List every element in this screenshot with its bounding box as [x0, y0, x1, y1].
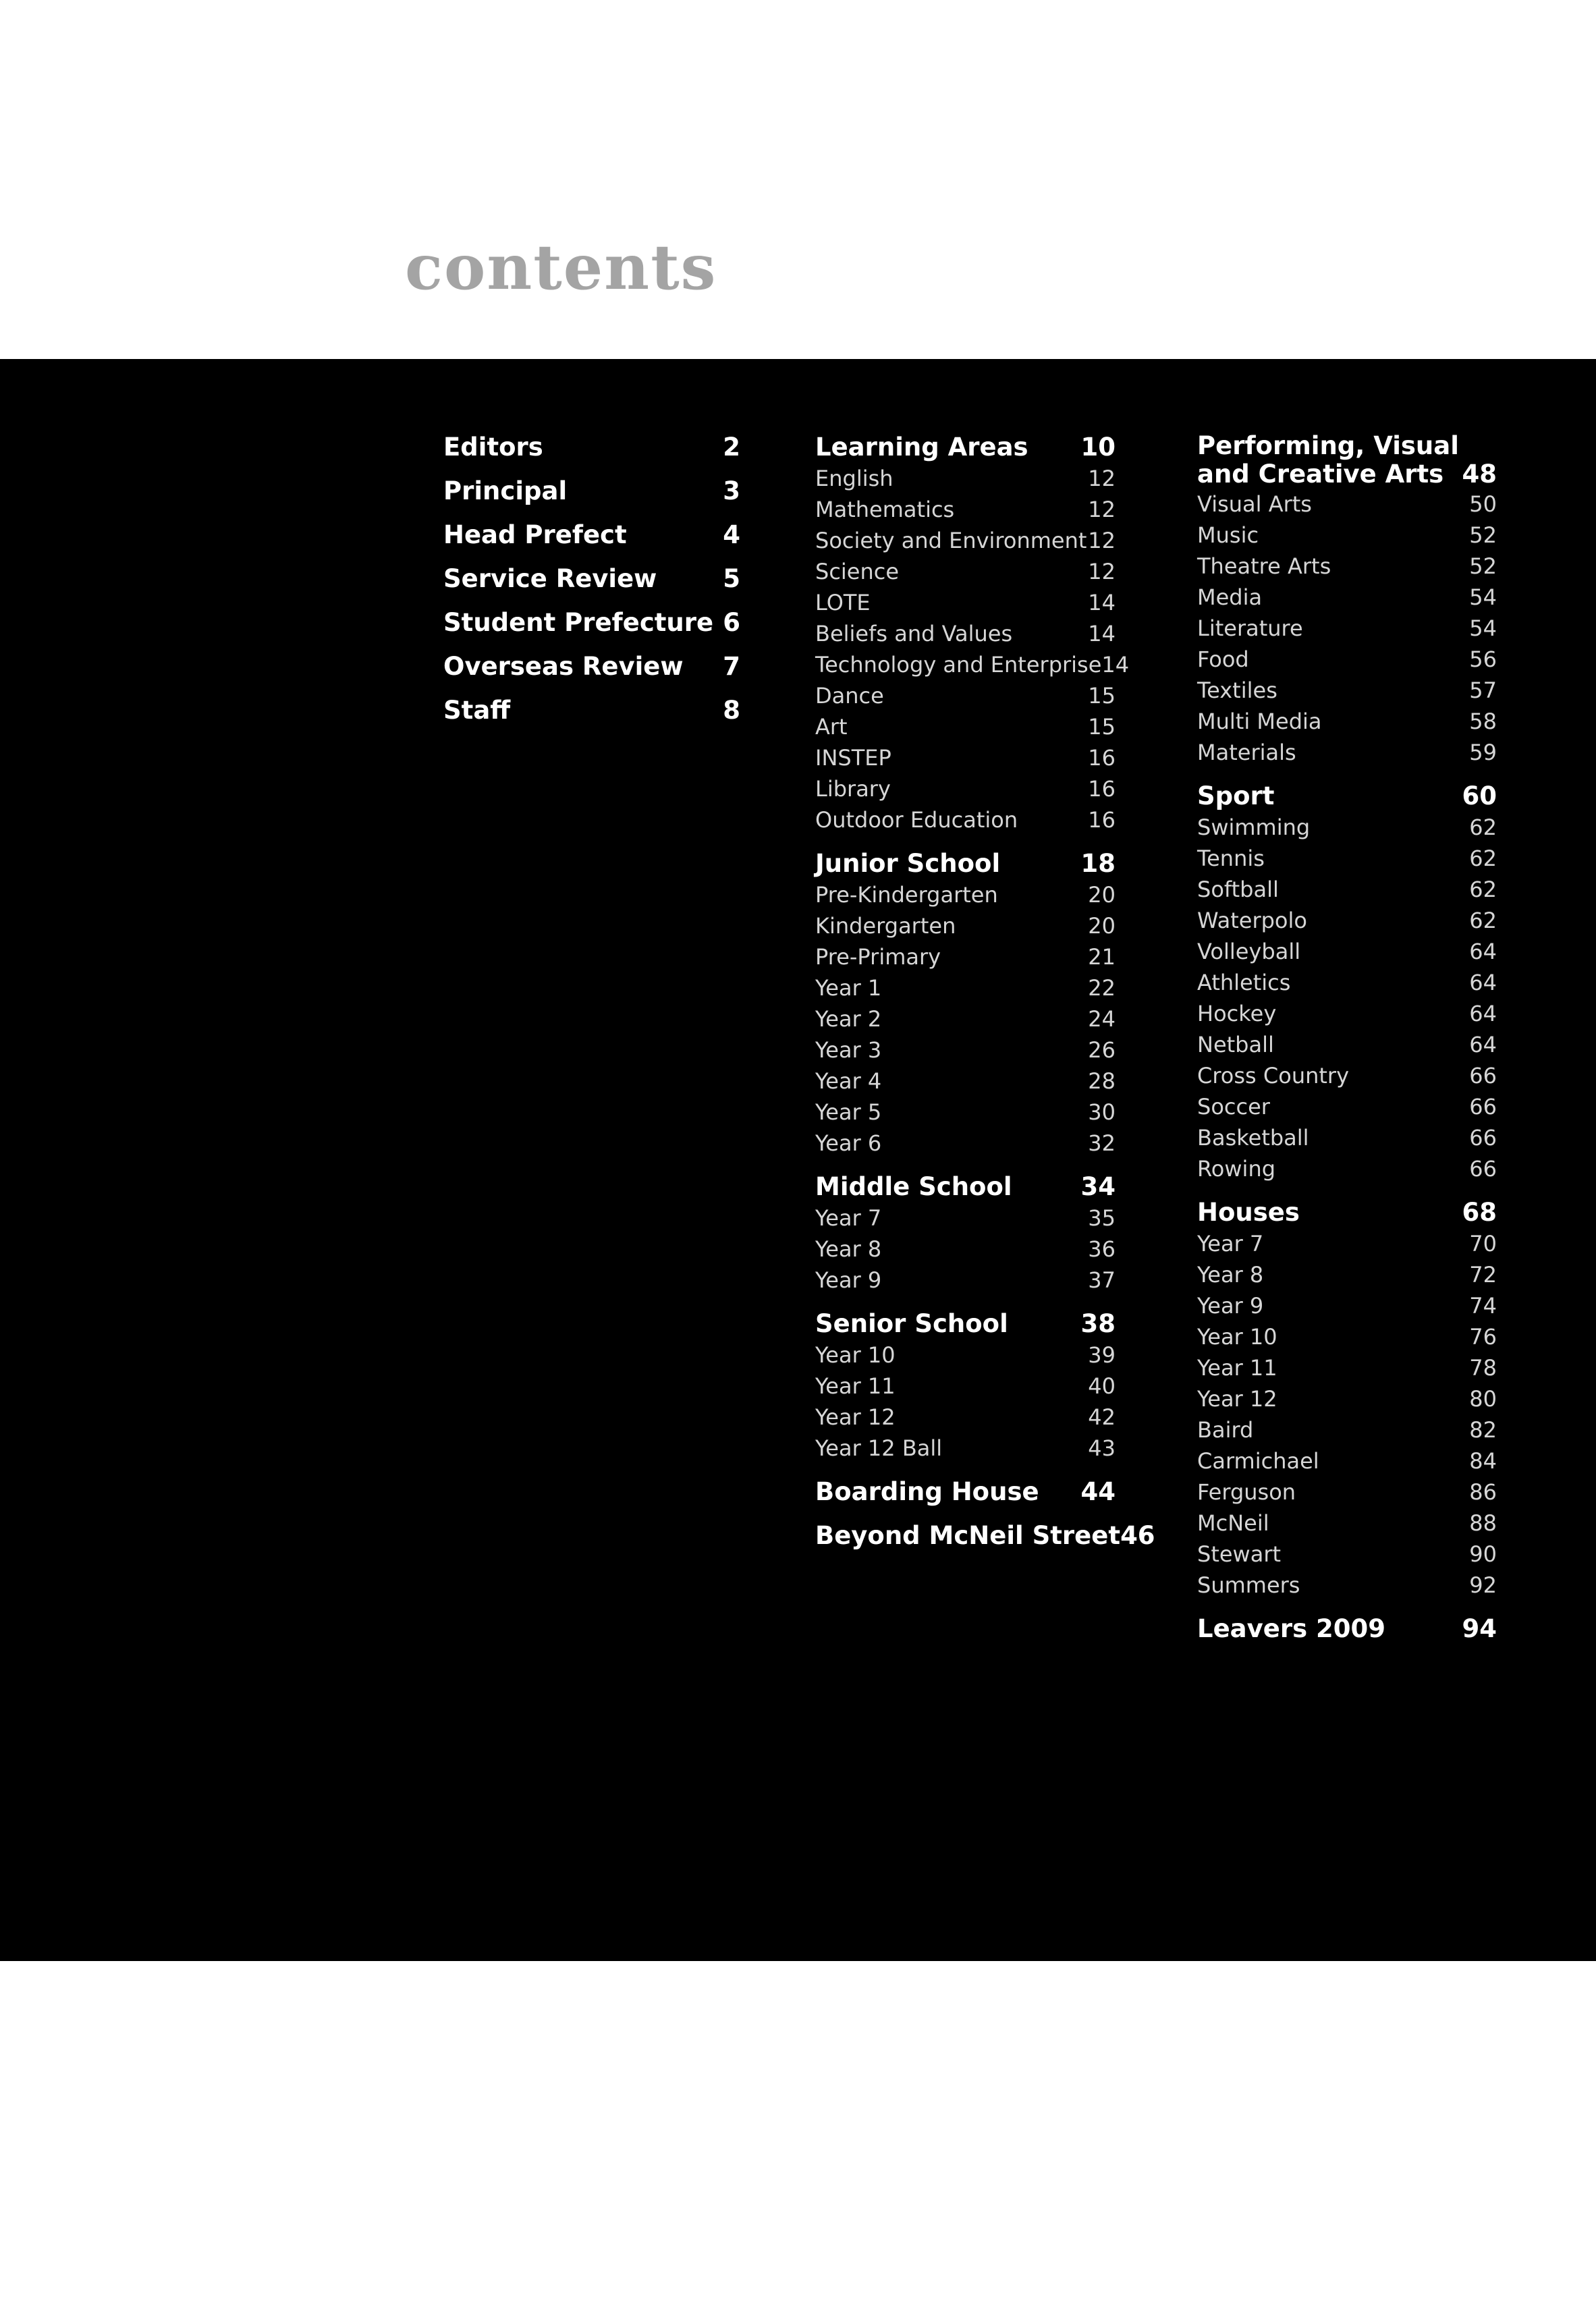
toc-sub-entry: [815, 1003, 1116, 1035]
sub-entry-title: INSTEP: [815, 745, 891, 771]
sub-entry-title: McNeil: [1197, 1510, 1269, 1536]
sub-entry-title: Soccer: [1197, 1094, 1270, 1120]
sub-entry-page-number: 66: [1469, 1063, 1497, 1088]
toc-section-entry: [443, 651, 740, 682]
section-page-number: 5: [723, 564, 740, 593]
toc-sub-entry: [815, 879, 1116, 910]
toc-sub-entry: [815, 1402, 1116, 1433]
sub-entry-title: Textiles: [1197, 678, 1277, 703]
section-title: Leavers 2009: [1197, 1614, 1385, 1643]
section-title: Editors: [443, 433, 543, 462]
sub-entry-title: Music: [1197, 522, 1259, 548]
toc-section-entry: [443, 476, 740, 507]
toc-section-entry: [815, 432, 1116, 463]
section-page-number: 38: [1080, 1309, 1116, 1338]
sub-entry-title: Year 1: [815, 975, 882, 1001]
sub-entry-title: Literature: [1197, 615, 1303, 641]
sub-entry-title: Carmichael: [1197, 1448, 1319, 1474]
sub-entry-title: Year 3: [815, 1037, 882, 1063]
sub-entry-page-number: 59: [1469, 740, 1497, 765]
toc-sub-entry: [815, 1128, 1116, 1159]
sub-entry-title: Kindergarten: [815, 913, 956, 939]
sub-entry-page-number: 20: [1088, 882, 1116, 908]
sub-entry-title: Mathematics: [815, 497, 955, 522]
sub-entry-page-number: 66: [1469, 1094, 1497, 1120]
sub-entry-title: Dance: [815, 683, 884, 709]
sub-entry-page-number: 26: [1088, 1037, 1116, 1063]
sub-entry-title: Year 10: [1197, 1324, 1277, 1350]
toc-section-entry: [1197, 781, 1497, 812]
sub-entry-title: Technology and Enterprise: [815, 652, 1102, 678]
toc-sub-entry: [815, 1234, 1116, 1265]
sub-entry-title: Stewart: [1197, 1541, 1282, 1567]
sub-entry-page-number: 16: [1088, 745, 1116, 771]
sub-entry-title: Rowing: [1197, 1156, 1276, 1182]
sub-entry-page-number: 88: [1469, 1510, 1497, 1536]
sub-entry-title: Year 8: [1197, 1262, 1264, 1288]
toc-sub-entry: [815, 1371, 1116, 1402]
toc-sub-entry: [1197, 1228, 1497, 1259]
toc-sub-entry: [815, 941, 1116, 972]
sub-entry-page-number: 28: [1088, 1068, 1116, 1094]
sub-entry-page-number: 62: [1469, 877, 1497, 902]
sub-entry-page-number: 32: [1088, 1130, 1116, 1156]
toc-sub-entry: [1197, 1508, 1497, 1539]
toc-sub-entry: [1197, 1122, 1497, 1153]
toc-section-entry: [443, 520, 740, 551]
toc-sub-entry: [815, 1265, 1116, 1296]
sub-entry-page-number: 54: [1469, 584, 1497, 610]
sub-entry-page-number: 90: [1469, 1541, 1497, 1567]
page-title: contents: [405, 231, 717, 304]
sub-entry-title: Food: [1197, 646, 1249, 672]
sub-entry-title: Science: [815, 559, 900, 584]
toc-sub-entry: [815, 680, 1116, 711]
toc-section-entry: [443, 695, 740, 726]
toc-sub-entry: [815, 804, 1116, 835]
toc-sub-entry: [1197, 582, 1497, 613]
sub-entry-page-number: 12: [1088, 497, 1116, 522]
sub-entry-page-number: 64: [1469, 1032, 1497, 1057]
section-title: Student Prefecture: [443, 608, 714, 637]
toc-sub-entry: [1197, 1383, 1497, 1414]
toc-sub-entry: [815, 587, 1116, 618]
section-page-number: 6: [723, 608, 740, 637]
sub-entry-title: Year 4: [815, 1068, 882, 1094]
sub-entry-page-number: 40: [1088, 1373, 1116, 1399]
toc-section-entry: [815, 1171, 1116, 1203]
sub-entry-title: Year 12: [815, 1404, 896, 1430]
sub-entry-page-number: 80: [1469, 1386, 1497, 1412]
sub-entry-page-number: 66: [1469, 1125, 1497, 1151]
sub-entry-title: Baird: [1197, 1417, 1254, 1443]
sub-entry-page-number: 20: [1088, 913, 1116, 939]
sub-entry-title: Year 11: [1197, 1355, 1277, 1381]
sub-entry-page-number: 56: [1469, 646, 1497, 672]
toc-sub-entry: [815, 556, 1116, 587]
sub-entry-page-number: 35: [1088, 1205, 1116, 1231]
toc-sub-entry: [1197, 1352, 1497, 1383]
toc-sub-entry: [815, 742, 1116, 773]
sub-entry-page-number: 37: [1088, 1267, 1116, 1293]
toc-sub-entry: [1197, 843, 1497, 874]
toc-sub-entry: [1197, 812, 1497, 843]
toc-sub-entry: [815, 1035, 1116, 1066]
section-title: Overseas Review: [443, 652, 684, 681]
sub-entry-title: Theatre Arts: [1197, 553, 1331, 579]
toc-sub-entry: [815, 1203, 1116, 1234]
section-title: Service Review: [443, 564, 657, 593]
sub-entry-page-number: 82: [1469, 1417, 1497, 1443]
toc-sub-entry: [1197, 520, 1497, 551]
sub-entry-title: Pre-Kindergarten: [815, 882, 998, 908]
sub-entry-page-number: 62: [1469, 908, 1497, 933]
sub-entry-title: LOTE: [815, 590, 871, 615]
sub-entry-title: Cross Country: [1197, 1063, 1350, 1088]
sub-entry-title: Library: [815, 776, 891, 802]
sub-entry-title: Year 6: [815, 1130, 882, 1156]
section-title: Staff: [443, 696, 511, 725]
toc-sub-entry: [1197, 675, 1497, 706]
section-title: Boarding House: [815, 1477, 1039, 1506]
toc-sub-entry: [1197, 967, 1497, 998]
toc-sub-entry: [815, 1066, 1116, 1097]
sub-entry-page-number: 12: [1088, 559, 1116, 584]
toc-sub-entry: [815, 494, 1116, 525]
section-page-number: 18: [1080, 849, 1116, 878]
sub-entry-title: Volleyball: [1197, 939, 1301, 964]
section-page-number: 68: [1462, 1198, 1497, 1227]
sub-entry-title: Society and Environment: [815, 528, 1087, 553]
section-title: Senior School: [815, 1309, 1008, 1338]
sub-entry-title: Waterpolo: [1197, 908, 1307, 933]
toc-sub-entry: [815, 773, 1116, 804]
toc-sub-entry: [815, 525, 1116, 556]
toc-section-entry: [1197, 432, 1497, 489]
section-title: Houses: [1197, 1198, 1300, 1227]
toc-sub-entry: [1197, 613, 1497, 644]
sub-entry-page-number: 62: [1469, 846, 1497, 871]
sub-entry-page-number: 52: [1469, 522, 1497, 548]
toc-section-entry: [815, 848, 1116, 879]
sub-entry-page-number: 86: [1469, 1479, 1497, 1505]
sub-entry-title: Tennis: [1197, 846, 1265, 871]
section-title: Head Prefect: [443, 520, 627, 549]
section-page-number: 44: [1080, 1477, 1116, 1506]
toc-sub-entry: [815, 618, 1116, 649]
sub-entry-title: Year 10: [815, 1342, 896, 1368]
toc-sub-entry: [1197, 1153, 1497, 1184]
sub-entry-title: Swimming: [1197, 815, 1311, 840]
toc-sub-entry: [1197, 706, 1497, 737]
sub-entry-page-number: 84: [1469, 1448, 1497, 1474]
toc-column-2: [815, 432, 1155, 1551]
toc-sub-entry: [1197, 489, 1497, 520]
sub-entry-title: Beliefs and Values: [815, 621, 1013, 646]
sub-entry-page-number: 78: [1469, 1355, 1497, 1381]
section-title: Sport: [1197, 781, 1275, 810]
sub-entry-title: Year 12: [1197, 1386, 1277, 1412]
sub-entry-title: Year 9: [1197, 1293, 1264, 1319]
toc-sub-entry: [1197, 905, 1497, 936]
sub-entry-title: Athletics: [1197, 970, 1291, 995]
section-title: Middle School: [815, 1172, 1012, 1201]
section-page-number: 7: [723, 652, 740, 681]
section-page-number: 48: [1462, 460, 1497, 489]
sub-entry-title: Multi Media: [1197, 709, 1322, 734]
sub-entry-page-number: 14: [1101, 652, 1130, 678]
section-title: Principal: [443, 476, 568, 505]
sub-entry-page-number: 14: [1088, 590, 1116, 615]
toc-sub-entry: [1197, 1321, 1497, 1352]
toc-sub-entry: [1197, 874, 1497, 905]
sub-entry-page-number: 54: [1469, 615, 1497, 641]
toc-sub-entry: [815, 972, 1116, 1003]
sub-entry-page-number: 16: [1088, 776, 1116, 802]
sub-entry-title: Pre-Primary: [815, 944, 941, 970]
sub-entry-page-number: 76: [1469, 1324, 1497, 1350]
section-page-number: 10: [1080, 433, 1116, 462]
toc-sub-entry: [1197, 1060, 1497, 1091]
sub-entry-title: Hockey: [1197, 1001, 1277, 1026]
toc-sub-entry: [815, 649, 1130, 680]
toc-section-entry: [815, 1308, 1116, 1340]
sub-entry-page-number: 15: [1088, 683, 1116, 709]
section-page-number: 2: [723, 433, 740, 462]
toc-section-entry: [1197, 1614, 1497, 1645]
toc-sub-entry: [1197, 1570, 1497, 1601]
section-title: Performing, Visual and Creative Arts: [1197, 431, 1459, 489]
sub-entry-page-number: 43: [1088, 1435, 1116, 1461]
sub-entry-page-number: 64: [1469, 970, 1497, 995]
toc-sub-entry: [1197, 1477, 1497, 1508]
sub-entry-page-number: 64: [1469, 939, 1497, 964]
sub-entry-title: Visual Arts: [1197, 491, 1312, 517]
sub-entry-page-number: 42: [1088, 1404, 1116, 1430]
section-title: Junior School: [815, 849, 1001, 878]
sub-entry-title: Year 8: [815, 1236, 882, 1262]
toc-sub-entry: [1197, 1259, 1497, 1290]
toc-sub-entry: [815, 711, 1116, 742]
toc-sub-entry: [1197, 1445, 1497, 1477]
toc-section-entry: [815, 1477, 1116, 1508]
sub-entry-page-number: 24: [1088, 1006, 1116, 1032]
sub-entry-page-number: 12: [1088, 528, 1116, 553]
toc-sub-entry: [815, 1433, 1116, 1464]
toc-section-entry: [443, 563, 740, 595]
section-page-number: 4: [723, 520, 740, 549]
toc-sub-entry: [1197, 1029, 1497, 1060]
sub-entry-page-number: 64: [1469, 1001, 1497, 1026]
sub-entry-title: Year 2: [815, 1006, 882, 1032]
section-page-number: 34: [1080, 1172, 1116, 1201]
toc-sub-entry: [1197, 1539, 1497, 1570]
sub-entry-title: English: [815, 466, 893, 491]
sub-entry-page-number: 22: [1088, 975, 1116, 1001]
sub-entry-page-number: 72: [1469, 1262, 1497, 1288]
toc-sub-entry: [1197, 1091, 1497, 1122]
sub-entry-title: Softball: [1197, 877, 1279, 902]
sub-entry-title: Basketball: [1197, 1125, 1309, 1151]
toc-section-entry: [1197, 1197, 1497, 1228]
toc-sub-entry: [1197, 644, 1497, 675]
toc-sub-entry: [815, 910, 1116, 941]
section-page-number: 8: [723, 696, 740, 725]
toc-section-entry: [815, 1520, 1155, 1551]
sub-entry-title: Ferguson: [1197, 1479, 1296, 1505]
sub-entry-title: Media: [1197, 584, 1263, 610]
sub-entry-title: Summers: [1197, 1572, 1300, 1598]
toc-sub-entry: [815, 463, 1116, 494]
sub-entry-page-number: 36: [1088, 1236, 1116, 1262]
toc-column-1: [443, 432, 740, 726]
sub-entry-page-number: 57: [1469, 678, 1497, 703]
sub-entry-title: Outdoor Education: [815, 807, 1018, 833]
section-page-number: 3: [723, 476, 740, 505]
toc-sub-entry: [1197, 936, 1497, 967]
sub-entry-page-number: 39: [1088, 1342, 1116, 1368]
section-page-number: 94: [1462, 1614, 1497, 1643]
section-page-number: 46: [1120, 1521, 1155, 1550]
sub-entry-page-number: 30: [1088, 1099, 1116, 1125]
sub-entry-page-number: 92: [1469, 1572, 1497, 1598]
sub-entry-title: Year 7: [1197, 1231, 1264, 1257]
sub-entry-page-number: 52: [1469, 553, 1497, 579]
sub-entry-page-number: 66: [1469, 1156, 1497, 1182]
sub-entry-title: Netball: [1197, 1032, 1274, 1057]
toc-section-entry: [443, 607, 740, 638]
sub-entry-title: Year 11: [815, 1373, 896, 1399]
sub-entry-title: Year 9: [815, 1267, 882, 1293]
section-page-number: 60: [1462, 781, 1497, 810]
toc-sub-entry: [1197, 1290, 1497, 1321]
toc-sub-entry: [815, 1097, 1116, 1128]
sub-entry-page-number: 70: [1469, 1231, 1497, 1257]
toc-sub-entry: [1197, 551, 1497, 582]
sub-entry-page-number: 58: [1469, 709, 1497, 734]
sub-entry-title: Materials: [1197, 740, 1296, 765]
toc-section-entry: [443, 432, 740, 463]
sub-entry-page-number: 50: [1469, 491, 1497, 517]
section-title: Beyond McNeil Street: [815, 1521, 1121, 1550]
toc-sub-entry: [1197, 998, 1497, 1029]
sub-entry-page-number: 21: [1088, 944, 1116, 970]
sub-entry-title: Art: [815, 714, 848, 740]
toc-sub-entry: [1197, 737, 1497, 768]
sub-entry-title: Year 12 Ball: [815, 1435, 943, 1461]
sub-entry-page-number: 74: [1469, 1293, 1497, 1319]
sub-entry-title: Year 5: [815, 1099, 882, 1125]
sub-entry-page-number: 16: [1088, 807, 1116, 833]
toc-sub-entry: [815, 1340, 1116, 1371]
toc-column-3: [1197, 432, 1497, 1645]
sub-entry-title: Year 7: [815, 1205, 882, 1231]
sub-entry-page-number: 12: [1088, 466, 1116, 491]
sub-entry-page-number: 62: [1469, 815, 1497, 840]
section-title: Learning Areas: [815, 433, 1028, 462]
sub-entry-page-number: 15: [1088, 714, 1116, 740]
toc-sub-entry: [1197, 1414, 1497, 1445]
sub-entry-page-number: 14: [1088, 621, 1116, 646]
